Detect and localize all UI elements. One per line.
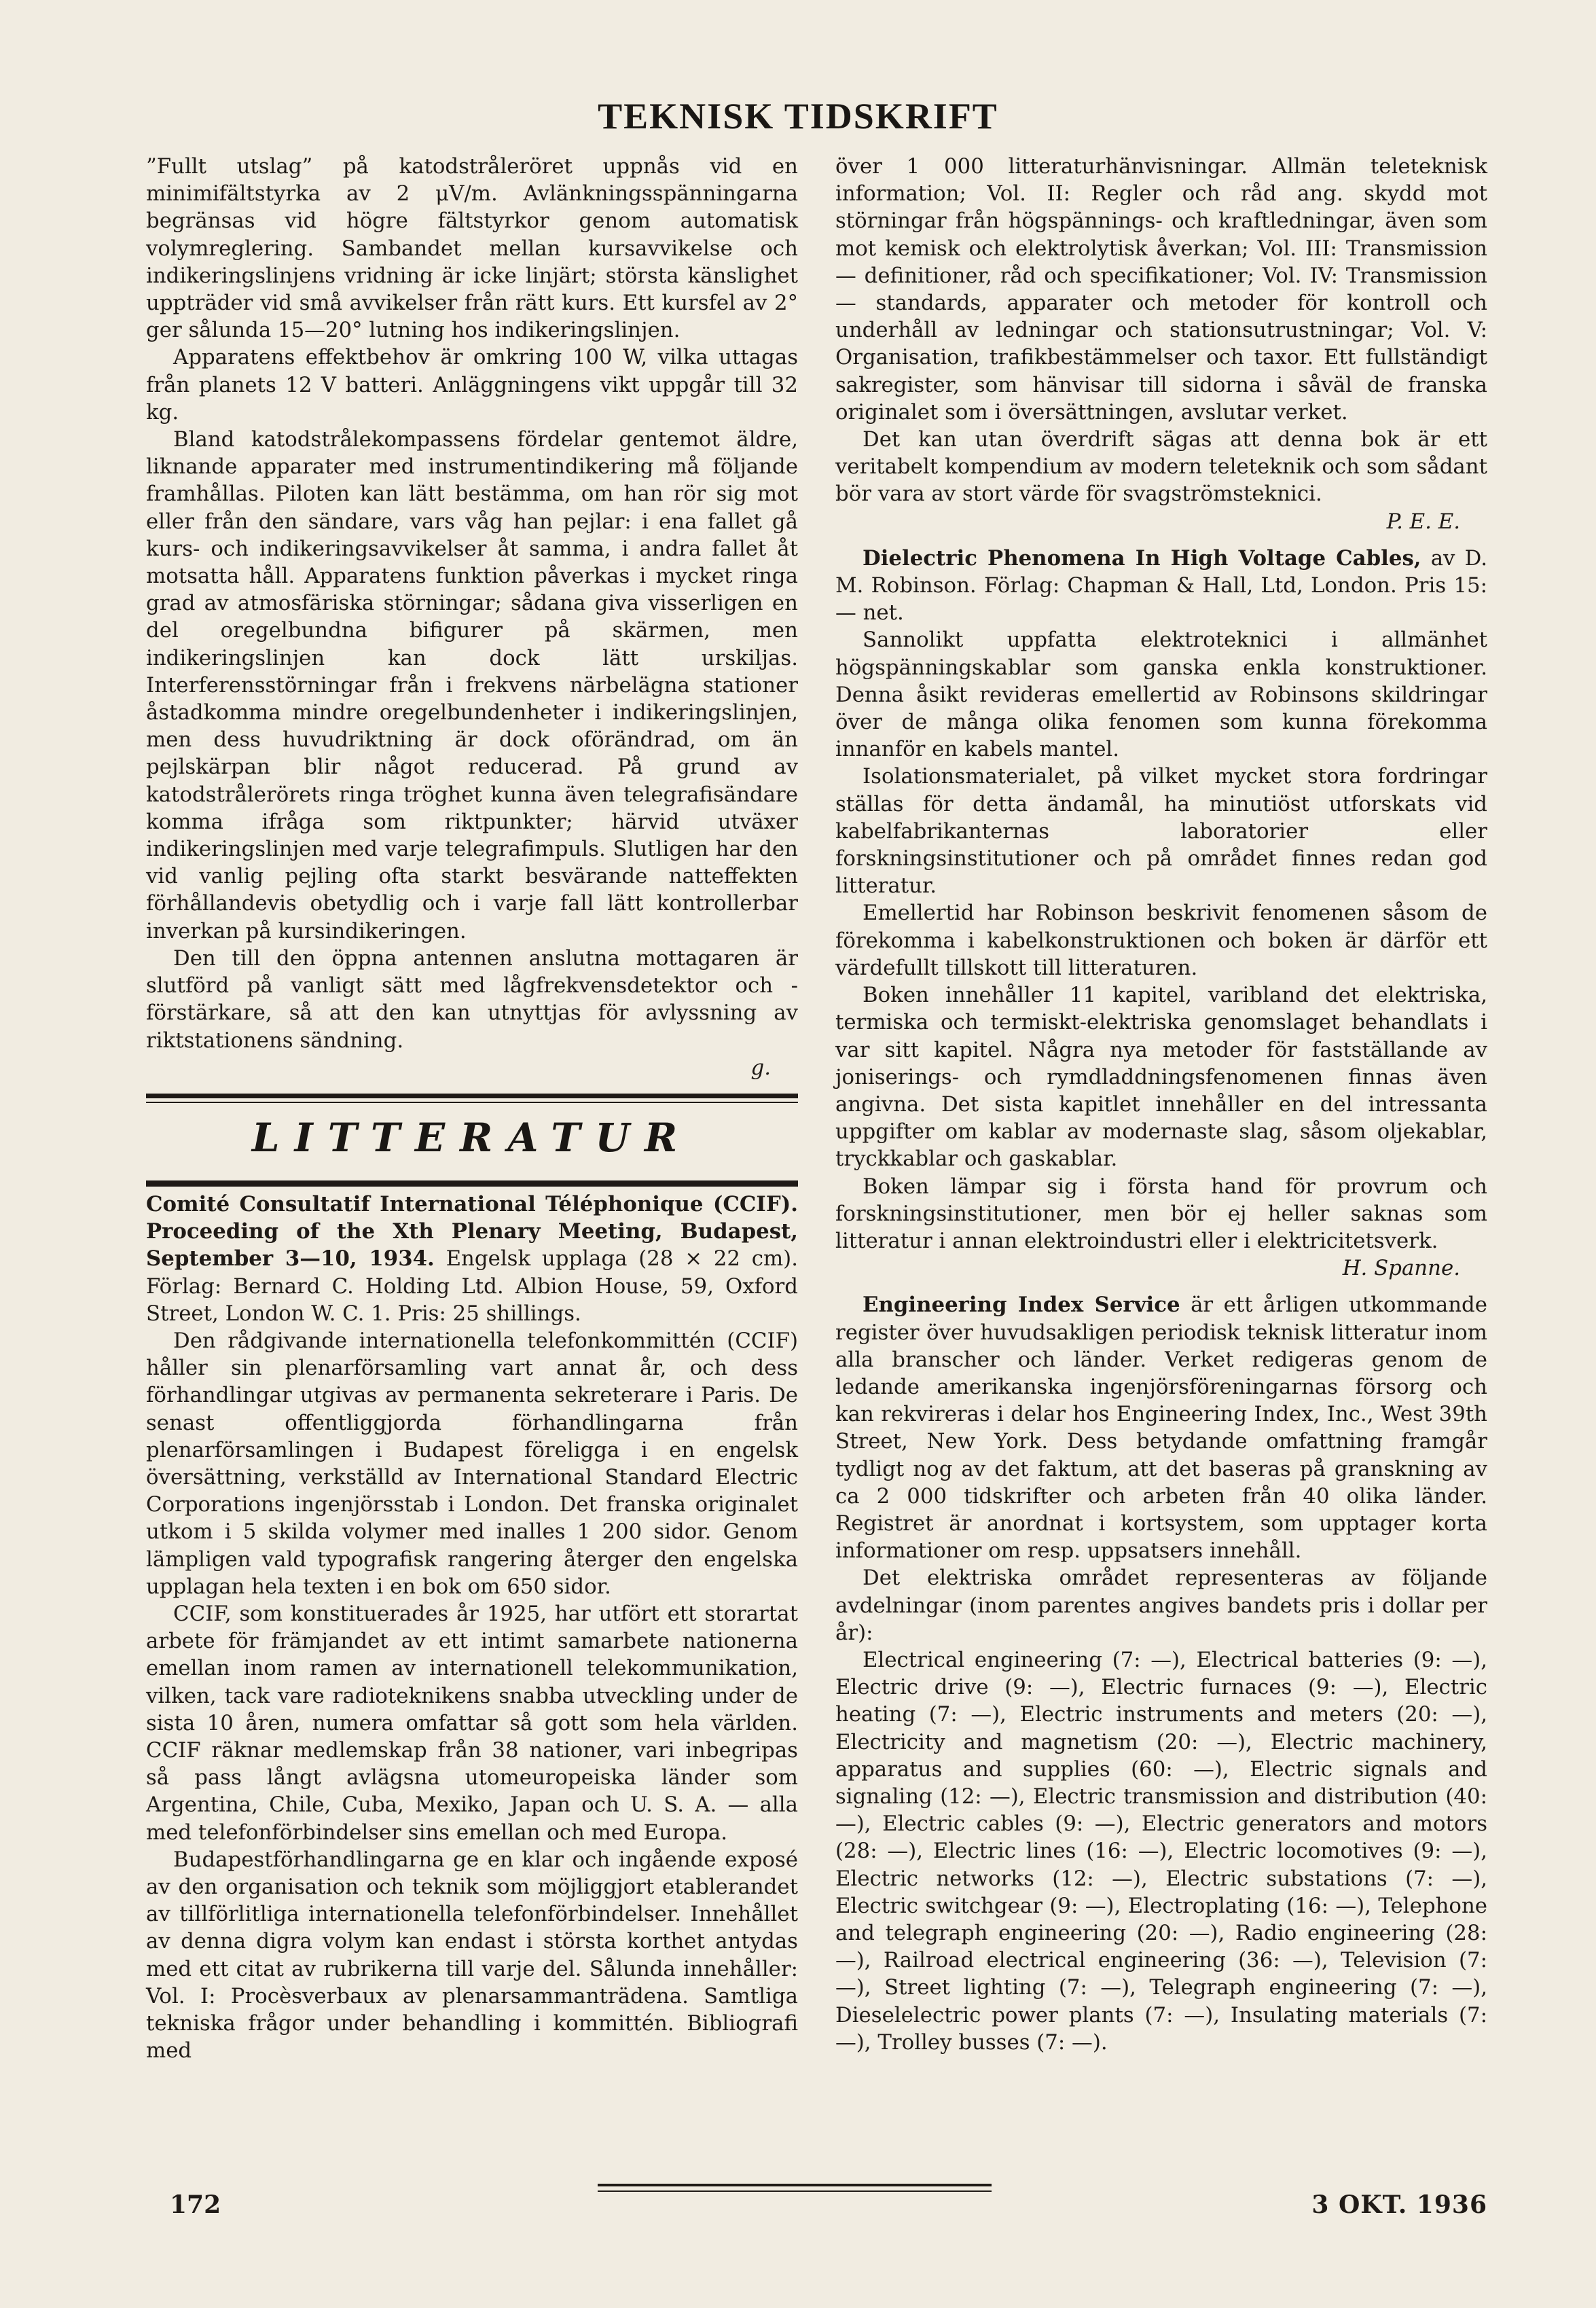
body-paragraph: Isolationsmaterialet, på vilket mycket stora fordringar ställas för detta ändamål, ha minutiöst utforskats vid kabelfabrikanternas laboratorier eller forskningsinstitutioner och på området finnes redan god litteratur. <box>835 764 1487 899</box>
section-rule-bottom <box>146 1180 798 1187</box>
body-paragraph: Det kan utan överdrift sägas att denna bok är ett veritabelt kompendium av modern teleteknik och som sådant bör vara av stort värde för svagströmsteknici. <box>835 427 1487 507</box>
section-title: LITTERATUR <box>251 1114 693 1161</box>
section-rule-top <box>146 1094 798 1103</box>
footer-rule <box>598 2184 992 2192</box>
body-paragraph: över 1 000 litteraturhänvisningar. Allmän teleteknisk information; Vol. II: Regler och råd ang. skydd mot störningar från högspännings- och kraftledningar, även som mot kemisk och elektrolytisk åverkan; Vol. III: Transmission — definitioner, råd och specifikationer; Vol. IV: Transmission — standards, apparater och metoder för kontroll och underhåll av ledningar och stationsutrustningar; Vol. V: Organisation, trafikbestämmelser och taxor. Ett fullständigt sakregister, som hänvisar till sidorna i såväl de franska originalet som i översättningen, avslutar verket. <box>835 154 1487 425</box>
body-paragraph: Budapestförhandlingarna ge en klar och ingående exposé av den organisation och teknik som möjliggjort etablerandet av tillförlitliga internationella telefonförbindelser. Innehållet av denna digra volym kan endast i största korthet antydas med ett citat av rubrikerna till varje del. Sålunda innehåller: Vol. I: Procèsverbaux av plenarsammanträdena. Samtliga tekniska frågor under behandling i kommittén. Bibliografi med <box>146 1847 798 2063</box>
article-signature: g. <box>750 1055 771 1080</box>
review-heading: Engineering Index Service <box>863 1293 1180 1318</box>
body-paragraph: Emellertid har Robinson beskrivit fenomenen såsom de förekomma i kabelkonstruktionen och boken är därför ett värdefullt tillskott till litteraturen. <box>835 901 1487 980</box>
body-paragraph: Electrical engineering (7: —), Electrical batteries (9: —), Electric drive (9: —), Electric furnaces (9: —), Electric heating (7: —), Electric instruments and meters (20: —), Electricity and magnetism (20: —), Electric machinery, apparatus and supplies (60: —), Electric signals and signaling (12: —), Electric transmission and distribution (40: —), Electric cables (9: —), Electric generators and motors (28: —), Electric lines (16: —), Electric locomotives (9: —), Electric networks (12: —), Electric substations (7: —), Electric switchgear (9: —), Electroplating (16: —), Telephone and telegraph engineering (20: —), Radio engineering (28: —), Railroad electrical engineering (36: —), Television (7: —), Street lighting (7: —), Telegraph engineering (7: —), Dieselelectric power plants (7: —), Insulating materials (7: —), Trolley busses (7: —). <box>835 1647 1487 2055</box>
right-column <box>835 153 1487 2056</box>
review-details: av D. M. Robinson. Förlag: Chapman & Hall, Ltd, London. Pris 15: — net. <box>835 545 1487 626</box>
review-signature: H. Spanne. <box>1342 1256 1460 1281</box>
body-paragraph: Sannolikt uppfatta elektroteknici i allmänhet högspänningskablar som ganska enkla konstruktioner. Denna åsikt revideras emellertid av Robinsons skildringar över de många olika fenomen som kunna förekomma innanför en kabels mantel. <box>835 628 1487 762</box>
review-ccif <box>146 1191 798 1327</box>
journal-header: TEKNISK TIDSKRIFT <box>598 96 998 137</box>
body-paragraph: Bland katodstrålekompassens fördelar gentemot äldre, liknande apparater med instrumentindikering må följande framhållas. Piloten kan lätt bestämma, om han rör sig mot eller från den sändare, vars våg han pejlar: i ena fallet gå kurs- och indikeringsavvikelser åt samma, i andra fallet åt motsatta håll. Apparatens funktion påverkas i mycket ringa grad av atmosfäriska störningar; sådana giva visserligen en del oregelbundna bifigurer på skärmen, men indikeringslinjen kan dock lätt urskiljas. Interferensstörningar från i frekvens närbelägna stationer åstadkomma mindre oregelbundenheter i indikeringslinjen, men dess huvudriktning är dock oförändrad, om än pejlskärpan blir något reducerad. På grund av katodstrålerörets ringa tröghet kunna även telegrafisändare komma ifråga som riktpunkter; härvid utväxer indikeringslinjen med varje telegrafimpuls. Slutligen har den vid vanlig pejling ofta starkt besvärande natteffekten förhållandevis obetydlig och i varje fall lätt kontrollerbar inverkan på kursindikeringen. <box>146 427 798 943</box>
review-text: är ett årligen utkommande register över huvudsakligen periodisk teknisk litteratur inom alla branscher och länder. Verket redigeras genom de ledande amerikanska ingenjörsföreningarnas försorg och kan rekvireras i delar hos Engineering Index, Inc., West 39th Street, New York. Dess betydande omfattning framgår tydligt nog av det faktum, att det baseras på granskning av ca 2 000 tidskrifter och arbeten från 40 olika länder. Registret är anordnat i kortsystem, som upptager korta informationer om resp. uppsatsers innehåll. <box>835 1293 1487 1564</box>
review-details: Engelsk upplaga (28 × 22 cm). Förlag: Bernard C. Holding Ltd. Albion House, 59, Oxford Street, London W. C. 1. Pris: 25 shillings. <box>146 1246 798 1326</box>
body-paragraph: Den till den öppna antennen anslutna mottagaren är slutförd på vanligt sätt med lågfrekvensdetektor och -förstärkare, så att den kan utnyttjas för avlyssning av riktstationens sändning. <box>146 945 798 1053</box>
body-paragraph: ”Fullt utslag” på katodstråleröret uppnås vid en minimifältstyrka av 2 μV/m. Avlänkningsspänningarna begränsas vid högre fältstyrkor genom automatisk volymreglering. Sambandet mellan kursavvikelse och indikeringslinjens vridning är icke linjärt; största känslighet uppträder vid små avvikelser från rätt kurs. Ett kursfel av 2° ger sålunda 15—20° lutning hos indikeringslinjen. <box>146 154 798 343</box>
body-paragraph: Boken innehåller 11 kapitel, varibland det elektriska, termiska och termiskt-elektriska genomslaget behandlats i var sitt kapitel. Några nya metoder för fastställande av joniserings- och rymdladdningsfenomenen finnas även angivna. Det sista kapitlet innehåller en del intressanta uppgifter om kablar av modernaste slag, såsom oljekablar, tryckkablar och gaskablar. <box>835 983 1487 1172</box>
body-paragraph: Det elektriska området representeras av följande avdelningar (inom parentes angives bandets pris i dollar per år): <box>835 1566 1487 1645</box>
body-paragraph: Boken lämpar sig i första hand för provrum och forskningsinstitutioner, men bör ej heller saknas som litteratur i annan elektroindustri eller i elektricitetsverk. <box>835 1174 1487 1253</box>
issue-date: 3 OKT. 1936 <box>1311 2190 1487 2219</box>
body-paragraph: CCIF, som konstituerades år 1925, har utfört ett storartat arbete för främjandet av ett intimt samarbete nationerna emellan inom ramen av internationell telekommunikation, vilken, tack vare radioteknikens snabba utveckling under de sista 10 åren, numera omfattar så gott som hela världen. CCIF räknar medlemskap från 38 nationer, vari inbegripas så pass långt avlägsna utomeuropeiska länder som Argentina, Chile, Cuba, Mexiko, Japan och U. S. A. — alla med telefonförbindelser sins emellan och med Europa. <box>146 1601 798 1845</box>
review-engineering-index <box>835 1291 1487 1564</box>
review-dielectric <box>835 545 1487 627</box>
left-column <box>146 153 798 2064</box>
page-number: 172 <box>170 2190 221 2219</box>
body-paragraph: Apparatens effektbehov är omkring 100 W, vilka uttagas från planets 12 V batteri. Anläggningens vikt uppgår till 32 kg. <box>146 345 798 425</box>
review-heading: Comité Consultatif International Téléphonique (CCIF). Proceeding of the Xth Plenary Meeting, Budapest, September 3—10, 1934. <box>146 1191 798 1272</box>
body-paragraph: Den rådgivande internationella telefonkommittén (CCIF) håller sin plenarförsamling vart annat år, och dess förhandlingar utgivas av permanenta sekreterare i Paris. De senast offentliggjorda förhandlingarna från plenarförsamlingen i Budapest föreligga i en engelsk översättning, verkställd av International Standard Electric Corporations ingenjörsstab i London. Det franska originalet utkom i 5 skilda volymer med inalles 1 200 sidor. Genom lämpligen vald typografisk rangering återger den engelska upplagan hela texten i en bok om 650 sidor. <box>146 1328 798 1599</box>
review-heading: Dielectric Phenomena In High Voltage Cables, <box>863 545 1421 571</box>
review-signature: P. E. E. <box>1386 509 1460 534</box>
